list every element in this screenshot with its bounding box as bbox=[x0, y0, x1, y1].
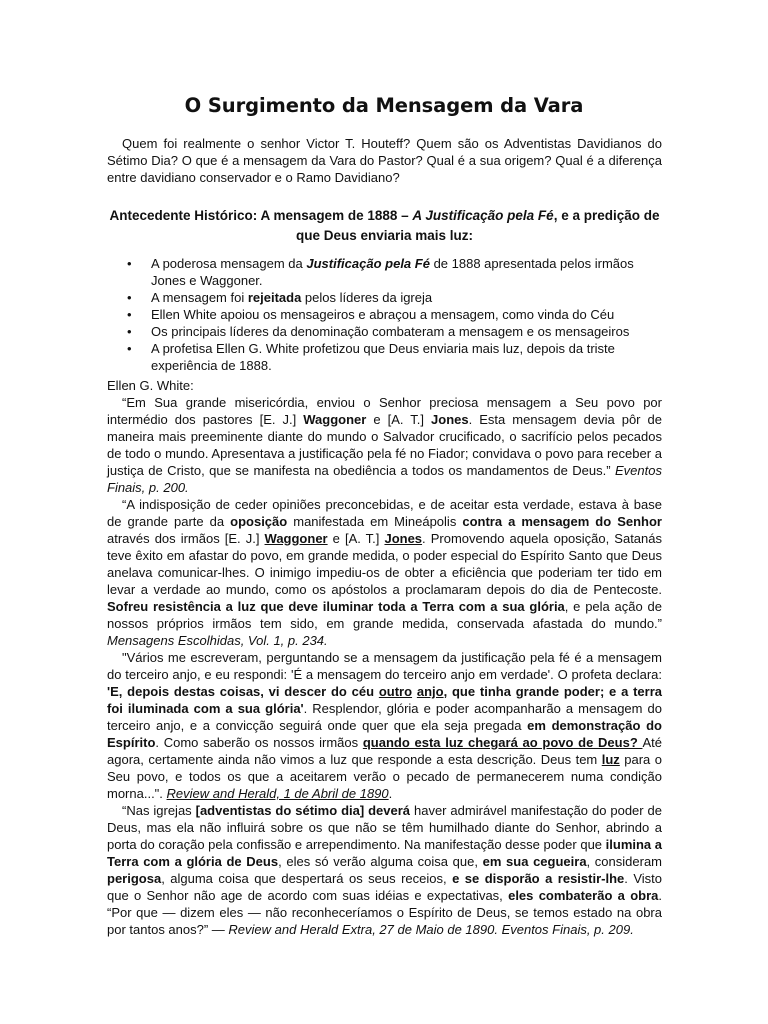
subheading-text-2: , e a predição de que Deus enviaria mais luz: bbox=[295, 208, 660, 243]
list-item bbox=[107, 289, 662, 306]
quote-paragraph-3: "Vários me escreveram, perguntando se a mensagem da justificação pela fé é a mensagem do terceiro anjo, e eu respondi: 'É a mensagem do terceiro anjo em verdade'. O profeta declara: 'E, depois destas coisas, vi descer do céu outro anjo, que tinha grande poder; e a terra foi iluminada com a sua glória'. Resplendor, glória e poder acompanharão a mensagem do terceiro anjo, e a convicção seguirá onde quer que ela seja pregada em demonstração do Espírito. Como saberão os nossos irmãos quando esta luz chegará ao povo de Deus? Até agora, certamente ainda não vimos a luz que responde a esta descrição. Deus tem luz para o Seu povo, e todos os que a aceitarem verão o pecado de permanecerem numa condição morna...". Review and Herald, 1 de Abril de 1890. bbox=[107, 650, 662, 801]
list-item bbox=[107, 306, 662, 323]
subheading-italic: A Justificação pela Fé bbox=[412, 208, 554, 223]
bullet-list bbox=[107, 255, 662, 374]
list-item bbox=[107, 323, 662, 340]
bullet-icon: • bbox=[127, 290, 132, 305]
bullet-icon: • bbox=[127, 341, 132, 356]
quotes-block bbox=[107, 394, 662, 938]
quote-citation: Review and Herald, 1 de Abril de 1890 bbox=[166, 786, 389, 801]
subheading-text-1: Antecedente Histórico: A mensagem de 1888 – bbox=[109, 208, 413, 223]
bullet-text: Ellen White apoiou os mensageiros e abraçou a mensagem, como vinda do Céu bbox=[151, 307, 615, 322]
quote-paragraph-1: “Em Sua grande misericórdia, enviou o Senhor preciosa mensagem a Seu povo por intermédio dos pastores [E. J.] Waggoner e [A. T.] Jones. Esta mensagem devia pôr de maneira mais preeminente diante do mundo o Salvador crucificado, o sacrifício pelos pecados de todo o mundo. Apresentava a justificação pela fé no Fiador; convidava o povo para receber a justiça de Cristo, que se manifesta na obediência a todos os mandamentos de Deus.” Eventos Finais, p. 200. bbox=[107, 395, 662, 495]
section-subheading bbox=[107, 206, 662, 246]
bullet-text: Os principais líderes da denominação combateram a mensagem e os mensageiros bbox=[151, 324, 630, 339]
bullet-text: A mensagem foi bbox=[151, 290, 248, 305]
bullet-emphasis: rejeitada bbox=[247, 290, 302, 305]
bullet-icon: • bbox=[127, 256, 132, 271]
document-title: O Surgimento da Mensagem da Vara bbox=[184, 94, 584, 117]
quote-citation: Eventos Finais, p. 200. bbox=[107, 463, 662, 495]
quotes-author-label: Ellen G. White: bbox=[107, 378, 194, 393]
quote-paragraph-2: “A indisposição de ceder opiniões preconcebidas, e de aceitar esta verdade, estava à base de grande parte da oposição manifestada em Mineápolis contra a mensagem do Senhor através dos irmãos [E. J.] Waggoner e [A. T.] Jones. Promovendo aquela oposição, Satanás teve êxito em afastar do povo, em grande medida, o poder especial do Espírito Santo que Deus anelava comunicar-lhes. O inimigo impediu-os de obter a eficiência que poderiam ter tido em levar a verdade ao mundo, como os apóstolos a proclamaram depois do dia de Pentecoste. Sofreu resistência a luz que deve iluminar toda a Terra com a sua glória, e pela ação de nossos próprios irmãos tem sido, em grande medida, conservada afastada do mundo.” Mensagens Escolhidas, Vol. 1, p. 234. bbox=[107, 497, 662, 648]
list-item bbox=[107, 340, 662, 374]
quote-paragraph-4: “Nas igrejas [adventistas do sétimo dia] deverá haver admirável manifestação do poder de Deus, mas ela não influirá sobre os que não se têm humilhado diante do Senhor, abrindo a porta do coração pela confissão e arrependimento. Na manifestação desse poder que ilumina a Terra com a glória de Deus, eles só verão alguma coisa que, em sua cegueira, consideram perigosa, alguma coisa que despertará os seus receios, e se disporão a resistir-lhe. Visto que o Senhor não age de acordo com suas idéias e expectativas, eles combaterão a obra. “Por que — dizem eles — não reconheceríamos o Espírito de Deus, se temos estado na obra por tantos anos?” — Review and Herald Extra, 27 de Maio de 1890. Eventos Finais, p. 209. bbox=[107, 803, 663, 937]
bullet-icon: • bbox=[127, 307, 132, 322]
bullet-icon: • bbox=[127, 324, 132, 339]
bullet-text: A poderosa mensagem da bbox=[151, 256, 307, 271]
quote-citation: Mensagens Escolhidas, Vol. 1, p. 234. bbox=[107, 633, 328, 648]
list-item bbox=[107, 255, 662, 289]
bullet-text: pelos líderes da igreja bbox=[301, 290, 433, 305]
bullet-text: de 1888 apresentada pelos irmãos Jones e Waggoner. bbox=[151, 256, 634, 288]
bullet-emphasis: Justificação pela Fé bbox=[306, 256, 430, 271]
quote-citation: — Review and Herald Extra, 27 de Maio de 1890. Eventos Finais, p. 209. bbox=[211, 922, 634, 937]
intro-paragraph: Quem foi realmente o senhor Victor T. Houteff? Quem são os Adventistas Davidianos do Sétimo Dia? O que é a mensagem da Vara do Pastor? Qual é a sua origem? Qual é a diferença entre davidiano conservador e o Ramo Davidiano? bbox=[107, 136, 662, 185]
bullet-text: A profetisa Ellen G. White profetizou que Deus enviaria mais luz, depois da triste experiência de 1888. bbox=[151, 341, 615, 373]
